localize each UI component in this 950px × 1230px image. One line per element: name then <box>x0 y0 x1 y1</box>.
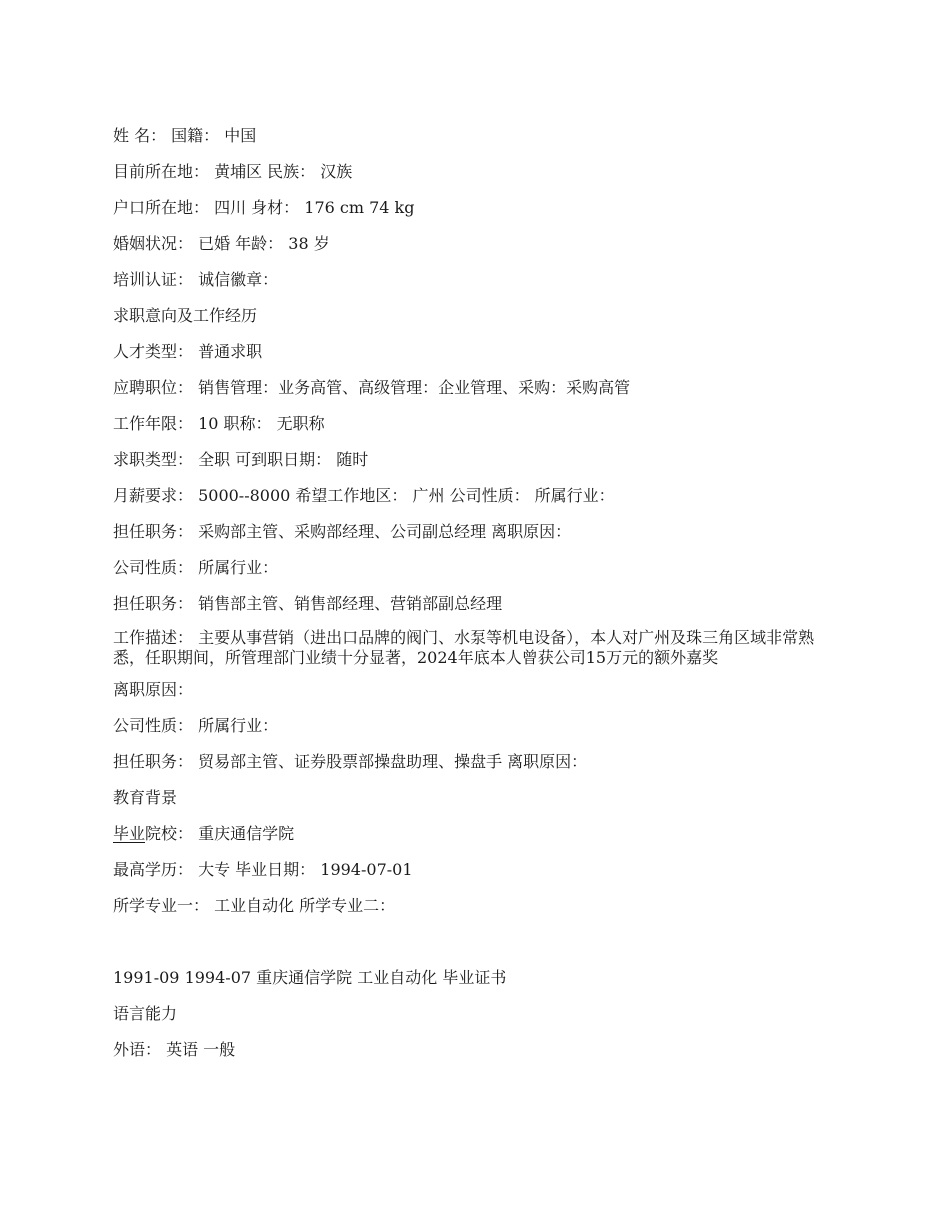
school-line <box>113 822 843 845</box>
duty-line-2: 担任职务： 销售部主管、销售部经理、营销部副总经理 <box>113 594 503 613</box>
spacer <box>113 930 843 966</box>
duty-line-3: 担任职务： 贸易部主管、证券股票部操盘助理、操盘手 离职原因： <box>113 752 588 771</box>
location-ethnicity-line: 目前所在地： 黄埔区 民族： 汉族 <box>113 162 353 181</box>
education-level-line: 最高学历： 大专 毕业日期： 1994-07-01 <box>113 860 413 879</box>
leave-reason-line: 离职原因： <box>113 680 194 699</box>
foreign-language-line: 外语： 英语 一般 <box>113 1040 236 1059</box>
education-history-line: 1991-09 1994-07 重庆通信学院 工业自动化 毕业证书 <box>113 968 507 987</box>
section-heading-language: 语言能力 <box>113 1004 178 1023</box>
section-heading-job-intent: 求职意向及工作经历 <box>113 306 258 325</box>
major-line: 所学专业一： 工业自动化 所学专业二： <box>113 896 396 915</box>
position-line: 应聘职位： 销售管理：业务高管、高级管理：企业管理、采购：采购高管 <box>113 378 631 397</box>
underlined-prefix: 毕业 <box>113 824 146 843</box>
duty-line-1: 担任职务： 采购部主管、采购部经理、公司副总经理 离职原因： <box>113 522 572 541</box>
resume-document <box>113 124 843 1074</box>
talent-type-line: 人才类型： 普通求职 <box>113 342 263 361</box>
work-years-line: 工作年限： 10 职称： 无职称 <box>113 414 325 433</box>
section-heading-education: 教育背景 <box>113 788 178 807</box>
salary-line: 月薪要求： 5000--8000 希望工作地区： 广州 公司性质： 所属行业： <box>113 486 615 505</box>
hukou-body-line: 户口所在地： 四川 身材： 176 cm 74 kg <box>113 198 415 217</box>
certification-line: 培训认证： 诚信徽章： <box>113 270 279 289</box>
marital-age-line: 婚姻状况： 已婚 年龄： 38 岁 <box>113 234 330 253</box>
company-nature-line-2: 公司性质： 所属行业： <box>113 716 279 735</box>
school-text: 院校： 重庆通信学院 <box>145 824 295 843</box>
job-type-line: 求职类型： 全职 可到职日期： 随时 <box>113 450 369 469</box>
company-nature-line-1: 公司性质： 所属行业： <box>113 558 279 577</box>
name-nationality-line: 姓 名： 国籍： 中国 <box>113 126 257 145</box>
work-description: 工作描述： 主要从事营销（进出口品牌的阀门、水泵等机电设备），本人对广州及珠三角区域非常熟悉，任职期间，所管理部门业绩十分显著，2024年底本人曾获公司15万元的额外嘉奖 <box>113 628 815 667</box>
